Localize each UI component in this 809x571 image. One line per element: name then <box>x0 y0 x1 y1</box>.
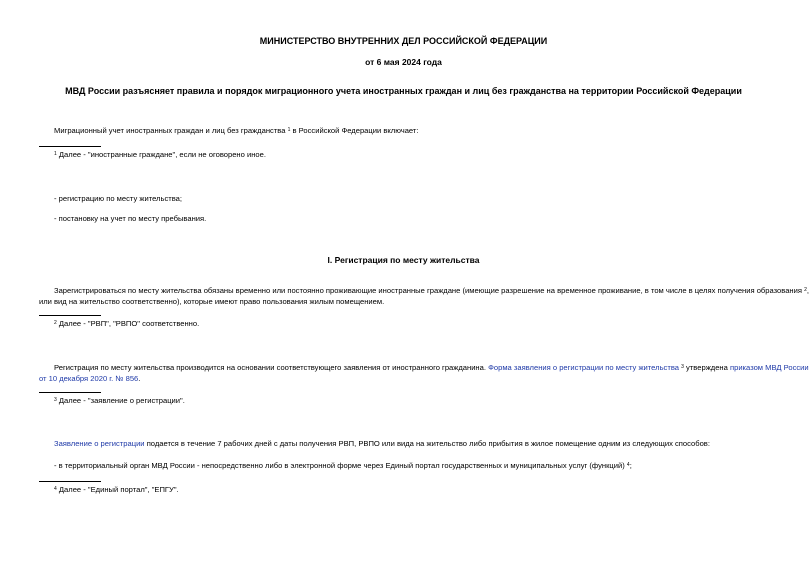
footnote-4 <box>54 485 179 495</box>
footnote-1-mark: 1 <box>54 151 57 157</box>
order-date-link[interactable]: от 10 декабря 2020 г. № 856 <box>39 374 139 383</box>
paragraph-1-text: Зарегистрироваться по месту жительства обязаны временно или постоянно проживающие иностранные граждане (имеющие разрешение на временное проживание, в том числе в целях получения образования <box>54 286 802 295</box>
registration-application-link[interactable]: Заявление о регистрации <box>54 439 145 448</box>
paragraph-1-line-2: или вид на жительство соответственно), которые имеют право пользования жилым помещением. <box>39 297 385 306</box>
application-form-link[interactable]: Форма заявления о регистрации по месту жительства <box>488 363 679 372</box>
paragraph-2-period: . <box>138 374 141 383</box>
footnote-1 <box>54 150 266 160</box>
list-item-stay: - постановку на учет по месту пребывания. <box>54 214 207 223</box>
paragraph-2-line-1 <box>54 363 809 373</box>
footnote-3-text: Далее - "заявление о регистрации". <box>58 396 185 405</box>
ministry-heading: МИНИСТЕРСТВО ВНУТРЕННИХ ДЕЛ РОССИЙСКОЙ ФЕДЕРАЦИИ <box>259 36 548 46</box>
footnote-4-text: Далее - "Единый портал", "ЕПГУ". <box>58 485 179 494</box>
paragraph-2-text: Регистрация по месту жительства производится на основании соответствующего заявления от иностранного гражданина. <box>54 363 486 372</box>
document-date: от 6 мая 2024 года <box>365 57 442 67</box>
footnote-1-text: Далее - "иностранные граждане", если не оговорено иное. <box>58 150 266 159</box>
footnote-rule <box>39 392 101 393</box>
footnote-rule <box>39 481 101 482</box>
footnote-ref-4[interactable]: 4 <box>626 462 630 468</box>
paragraph-1-comma: , <box>806 286 809 295</box>
paragraph-1-line-1 <box>54 286 809 296</box>
document-title: МВД России разъясняет правила и порядок миграционного учета иностранных граждан и лиц без гражданства на территории Российской Федерации <box>65 86 742 96</box>
footnote-rule <box>39 146 101 147</box>
footnote-rule <box>39 315 101 316</box>
footnote-2 <box>54 319 199 329</box>
intro-text-b: в Российской Федерации включает: <box>292 126 419 135</box>
list-item-registration: - регистрацию по месту жительства; <box>54 194 182 203</box>
footnote-2-text: Далее - "РВП", "РВПО" соответственно. <box>58 319 200 328</box>
paragraph-4 <box>54 461 632 471</box>
intro-paragraph <box>54 126 418 136</box>
paragraph-2-line-2 <box>39 374 140 384</box>
paragraph-3-text: подается в течение 7 рабочих дней с даты получения РВП, РВПО или вида на жительство либо прибытия в жилое помещение одним из следующих способов: <box>146 439 710 448</box>
paragraph-2-mid: утверждена <box>686 363 728 372</box>
footnote-3 <box>54 396 185 406</box>
paragraph-4-semicolon: ; <box>629 461 632 470</box>
order-link[interactable]: приказом МВД России <box>729 363 809 372</box>
footnote-3-mark: 3 <box>54 397 57 403</box>
footnote-ref-2[interactable]: 2 <box>804 287 807 293</box>
paragraph-4-text: - в территориальный орган МВД России - непосредственно либо в электронной форме через Единый портал государственных и муниципальных услуг (функций) <box>54 461 625 470</box>
footnote-2-mark: 2 <box>54 320 57 326</box>
footnote-4-mark: 4 <box>54 486 57 492</box>
section-heading: I. Регистрация по месту жительства <box>327 255 480 265</box>
intro-text-a: Миграционный учет иностранных граждан и лиц без гражданства <box>54 126 286 135</box>
footnote-ref-3[interactable]: 3 <box>681 364 684 370</box>
footnote-ref-1[interactable]: 1 <box>287 127 291 133</box>
paragraph-3 <box>54 439 710 449</box>
